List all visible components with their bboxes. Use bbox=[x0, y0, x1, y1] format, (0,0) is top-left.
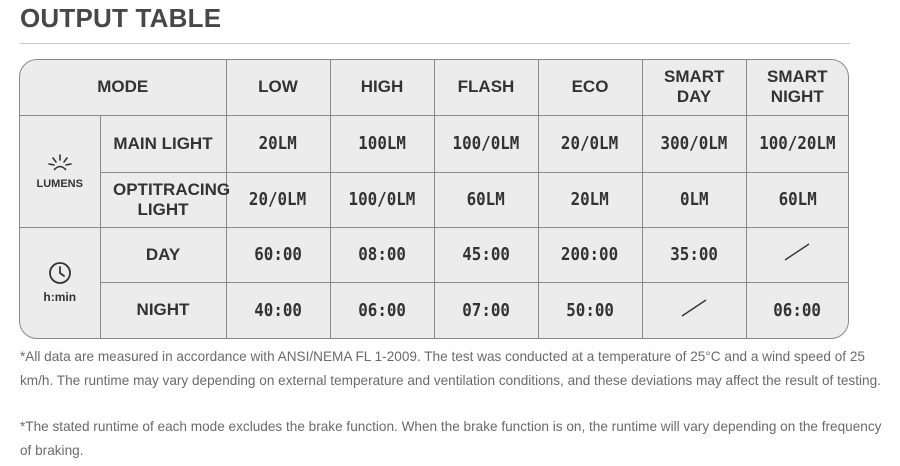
lumens-group bbox=[20, 115, 100, 227]
cell-main-smart-day: 300/0LM bbox=[642, 115, 746, 172]
cell-night-smart-day bbox=[642, 282, 746, 338]
cell-opti-low: 20/0LM bbox=[226, 172, 330, 227]
cell-night-smart-night: 06:00 bbox=[746, 282, 848, 338]
page-title: OUTPUT TABLE bbox=[20, 3, 222, 33]
cell-night-flash: 07:00 bbox=[434, 282, 538, 338]
col-high: HIGH bbox=[330, 60, 434, 115]
footnote-measurement: *All data are measured in accordance with ANSI/NEMA FL 1-2009. The test was conducted at a temperature of 25°C and a wind speed of 25 km/h. The runtime may vary depending on external temperature and ventilation conditions, and these deviations may affect the result of testing. bbox=[20, 349, 881, 388]
row-label-main-light: MAIN LIGHT bbox=[100, 115, 226, 172]
light-burst-icon bbox=[47, 153, 73, 173]
cell-opti-smart-night: 60LM bbox=[746, 172, 848, 227]
footnote-brake: *The stated runtime of each mode excludes the brake function. When the brake function is on, the runtime will vary depending on the frequency of braking. bbox=[20, 419, 882, 458]
row-label-night: NIGHT bbox=[100, 282, 226, 338]
cell-main-low: 20LM bbox=[226, 115, 330, 172]
col-eco: ECO bbox=[538, 60, 642, 115]
cell-opti-smart-day: 0LM bbox=[642, 172, 746, 227]
col-smart-night: SMART NIGHT bbox=[746, 60, 848, 115]
cell-day-high: 08:00 bbox=[330, 227, 434, 282]
row-label-optitracing: OPTITRACING LIGHT bbox=[100, 172, 226, 227]
not-applicable-slash-icon bbox=[679, 297, 709, 319]
cell-day-smart-day: 35:00 bbox=[642, 227, 746, 282]
cell-day-low: 60:00 bbox=[226, 227, 330, 282]
cell-day-eco: 200:00 bbox=[538, 227, 642, 282]
cell-day-flash: 45:00 bbox=[434, 227, 538, 282]
cell-night-low: 40:00 bbox=[226, 282, 330, 338]
output-table bbox=[19, 59, 849, 339]
mode-header: MODE bbox=[20, 60, 226, 115]
cell-opti-eco: 20LM bbox=[538, 172, 642, 227]
cell-opti-high: 100/0LM bbox=[330, 172, 434, 227]
cell-main-flash: 100/0LM bbox=[434, 115, 538, 172]
hmin-label: h:min bbox=[43, 290, 77, 304]
title-divider bbox=[20, 43, 850, 44]
cell-opti-flash: 60LM bbox=[434, 172, 538, 227]
col-flash: FLASH bbox=[434, 60, 538, 115]
clock-icon bbox=[48, 261, 72, 285]
cell-night-eco: 50:00 bbox=[538, 282, 642, 338]
row-label-day: DAY bbox=[100, 227, 226, 282]
cell-main-eco: 20/0LM bbox=[538, 115, 642, 172]
cell-night-high: 06:00 bbox=[330, 282, 434, 338]
col-smart-day: SMART DAY bbox=[642, 60, 746, 115]
not-applicable-slash-icon bbox=[782, 241, 812, 263]
cell-day-smart-night bbox=[746, 227, 848, 282]
lumens-label: LUMENS bbox=[36, 177, 83, 190]
runtime-group bbox=[20, 227, 100, 338]
cell-main-high: 100LM bbox=[330, 115, 434, 172]
col-low: LOW bbox=[226, 60, 330, 115]
cell-main-smart-night: 100/20LM bbox=[746, 115, 848, 172]
